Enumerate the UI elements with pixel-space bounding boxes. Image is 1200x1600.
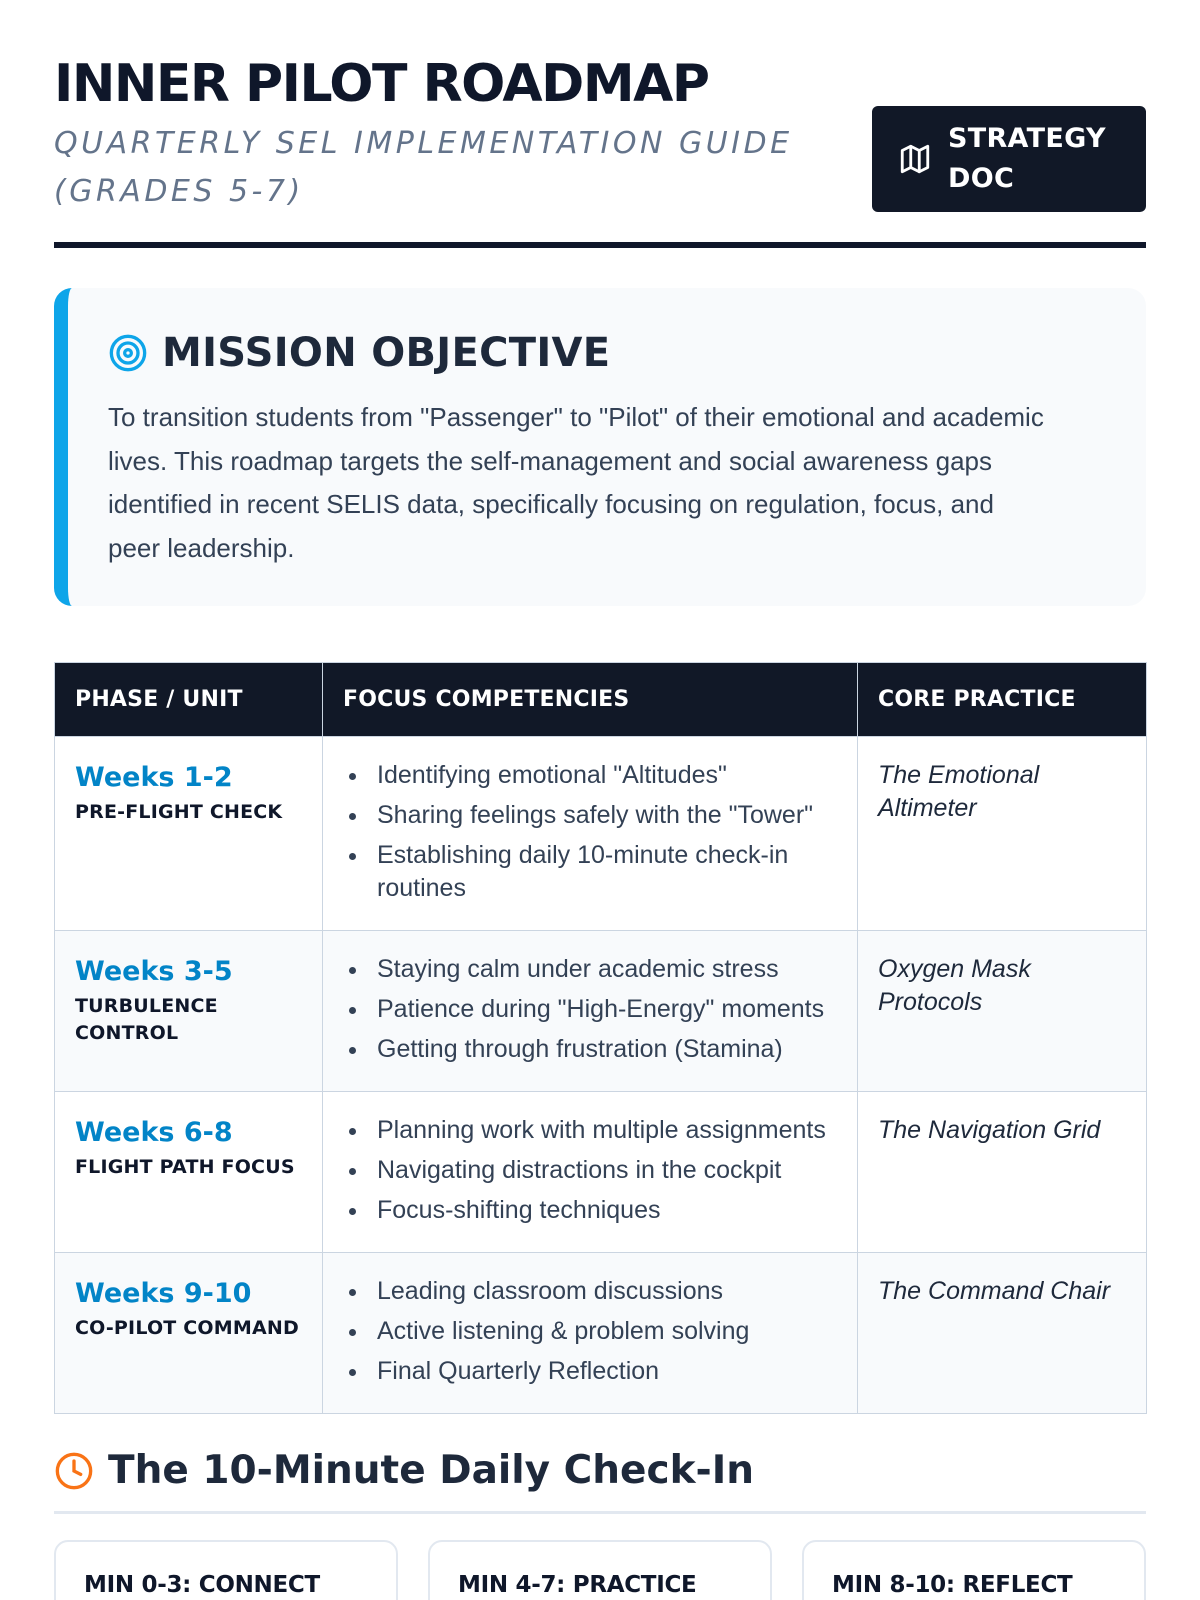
competency-item: Establishing daily 10-minute check-in routines — [343, 839, 837, 905]
check-in-cards — [54, 1540, 1146, 1600]
phase-unit: PRE-FLIGHT CHECK — [75, 801, 283, 823]
core-practice: The Navigation Grid — [878, 1116, 1101, 1144]
competency-item: Leading classroom discussions — [343, 1275, 837, 1308]
table-row — [55, 1092, 1147, 1253]
phase-weeks: Weeks 9-10 — [75, 1278, 252, 1309]
competency-item: Focus-shifting techniques — [343, 1194, 837, 1227]
practice-cell — [858, 1092, 1147, 1253]
competencies-cell — [323, 737, 858, 931]
badge-label: STRATEGY DOC — [948, 123, 1106, 194]
competency-item: Sharing feelings safely with the "Tower" — [343, 799, 837, 832]
phase-cell — [55, 1092, 323, 1253]
card-title: MIN 8-10: REFLECT — [832, 1572, 1073, 1598]
phase-unit: FLIGHT PATH FOCUS — [75, 1156, 295, 1178]
table-row — [55, 1253, 1147, 1414]
clock-icon — [54, 1451, 94, 1491]
page — [54, 0, 1146, 1598]
competency-item: Navigating distractions in the cockpit — [343, 1154, 837, 1187]
page-subtitle: QUARTERLY SEL IMPLEMENTATION GUIDE (GRADES 5-7) — [54, 126, 793, 209]
column-header-competencies: FOCUS COMPETENCIES — [323, 663, 858, 737]
core-practice: The Emotional Altimeter — [878, 761, 1040, 822]
competencies-cell — [323, 931, 858, 1092]
practice-cell — [858, 737, 1147, 931]
header — [54, 0, 1146, 248]
phase-unit: CO-PILOT COMMAND — [75, 1317, 299, 1339]
competencies-cell — [323, 1253, 858, 1414]
phase-cell — [55, 1253, 323, 1414]
mission-body: To transition students from "Passenger" to "Pilot" of their emotional and academic lives. This roadmap targets the self-management and social awareness gaps identified in recent SELIS data, specifically focusing on regulation, focus, and peer leadership. — [108, 402, 1044, 563]
check-in-card-reflect — [802, 1540, 1146, 1600]
phase-weeks: Weeks 6-8 — [75, 1117, 233, 1148]
competencies-cell — [323, 1092, 858, 1253]
table-header-row — [55, 663, 1147, 737]
map-icon — [898, 142, 932, 176]
competency-item: Active listening & problem solving — [343, 1315, 837, 1348]
mission-title: MISSION OBJECTIVE — [162, 330, 611, 376]
mission-heading — [108, 330, 610, 376]
page-title: INNER PILOT ROADMAP — [54, 54, 709, 114]
competency-item: Final Quarterly Reflection — [343, 1355, 837, 1388]
competency-item: Planning work with multiple assignments — [343, 1114, 837, 1147]
phase-cell — [55, 737, 323, 931]
phase-weeks: Weeks 1-2 — [75, 762, 233, 793]
daily-check-in-title: The 10-Minute Daily Check-In — [108, 1448, 755, 1493]
table-row — [55, 931, 1147, 1092]
phase-unit: TURBULENCE CONTROL — [75, 995, 218, 1044]
core-practice: Oxygen Mask Protocols — [878, 955, 1031, 1016]
phase-weeks: Weeks 3-5 — [75, 956, 233, 987]
competency-item: Patience during "High-Energy" moments — [343, 993, 837, 1026]
card-title: MIN 0-3: CONNECT — [84, 1572, 320, 1598]
competency-item: Staying calm under academic stress — [343, 953, 837, 986]
competency-item: Getting through frustration (Stamina) — [343, 1033, 837, 1066]
strategy-doc-badge — [872, 106, 1146, 212]
daily-check-in-heading — [54, 1446, 1146, 1514]
check-in-card-connect — [54, 1540, 398, 1600]
column-header-practice: CORE PRACTICE — [858, 663, 1147, 737]
competency-item: Identifying emotional "Altitudes" — [343, 759, 837, 792]
check-in-card-practice — [428, 1540, 772, 1600]
core-practice: The Command Chair — [878, 1277, 1111, 1305]
card-title: MIN 4-7: PRACTICE — [458, 1572, 697, 1598]
column-header-phase: PHASE / UNIT — [55, 663, 323, 737]
practice-cell — [858, 1253, 1147, 1414]
phase-cell — [55, 931, 323, 1092]
table-row — [55, 737, 1147, 931]
target-icon — [108, 333, 148, 373]
roadmap-table — [54, 662, 1147, 1414]
mission-objective-panel — [54, 288, 1146, 606]
practice-cell — [858, 931, 1147, 1092]
